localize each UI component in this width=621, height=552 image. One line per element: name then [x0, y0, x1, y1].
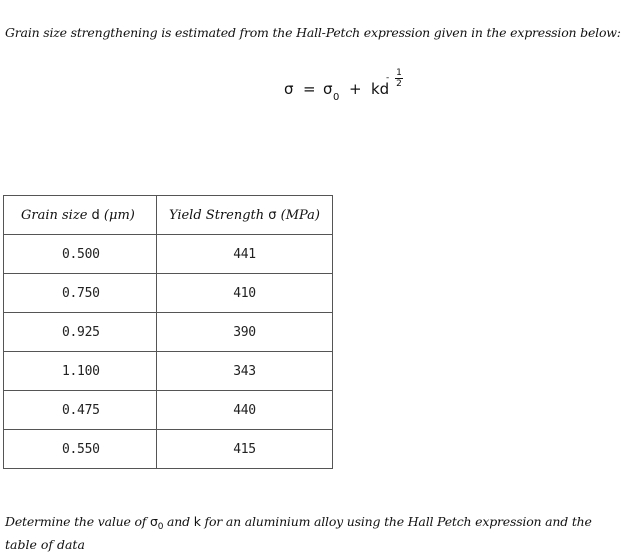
header-grain-size: Grain size d (μm) [4, 196, 157, 235]
cell-yield-strength: 343 [157, 352, 333, 391]
cell-grain-size: 0.925 [4, 313, 157, 352]
equation-sigma0-subscript: 0 [333, 92, 340, 103]
cell-yield-strength: 415 [157, 430, 333, 469]
cell-grain-size: 0.550 [4, 430, 157, 469]
cell-grain-size: 0.500 [4, 235, 157, 274]
equation-sigma: σ [284, 80, 294, 98]
exponent-denominator: 2 [396, 79, 402, 89]
cell-yield-strength: 410 [157, 274, 333, 313]
table-row [4, 352, 333, 391]
table-row [4, 235, 333, 274]
table-row [4, 274, 333, 313]
question-k: k [193, 514, 201, 529]
table-row [4, 430, 333, 469]
equation-sigma0: σ [323, 80, 333, 98]
cell-yield-strength: 390 [157, 313, 333, 352]
table-row [4, 313, 333, 352]
intro-sentence: Grain size strengthening is estimated from the Hall-Petch expression given in the expression below: [5, 25, 621, 40]
equation-exponent [386, 68, 405, 89]
cell-grain-size: 1.100 [4, 352, 157, 391]
question-sigma0-subscript: 0 [157, 522, 164, 532]
table-header-row [4, 196, 333, 235]
equation-plus: + [349, 80, 362, 98]
exponent-numerator: 1 [396, 68, 402, 78]
table-row [4, 391, 333, 430]
cell-grain-size: 0.750 [4, 274, 157, 313]
cell-yield-strength: 441 [157, 235, 333, 274]
intro-text [5, 25, 621, 40]
cell-grain-size: 0.475 [4, 391, 157, 430]
header-yield-strength: Yield Strength σ (MPa) [157, 196, 333, 235]
cell-yield-strength: 440 [157, 391, 333, 430]
equation-kd: kd [371, 80, 390, 98]
question-text-continued: table of data [5, 537, 85, 552]
question-sigma0: σ [150, 514, 158, 529]
question-text: Determine the value of $\sigma_0$ and k for an aluminium alloy using the Hall Petch expression and the [5, 514, 592, 532]
exponent-minus: - [386, 73, 390, 83]
equation-equals: = [303, 80, 316, 98]
data-table [3, 195, 333, 469]
